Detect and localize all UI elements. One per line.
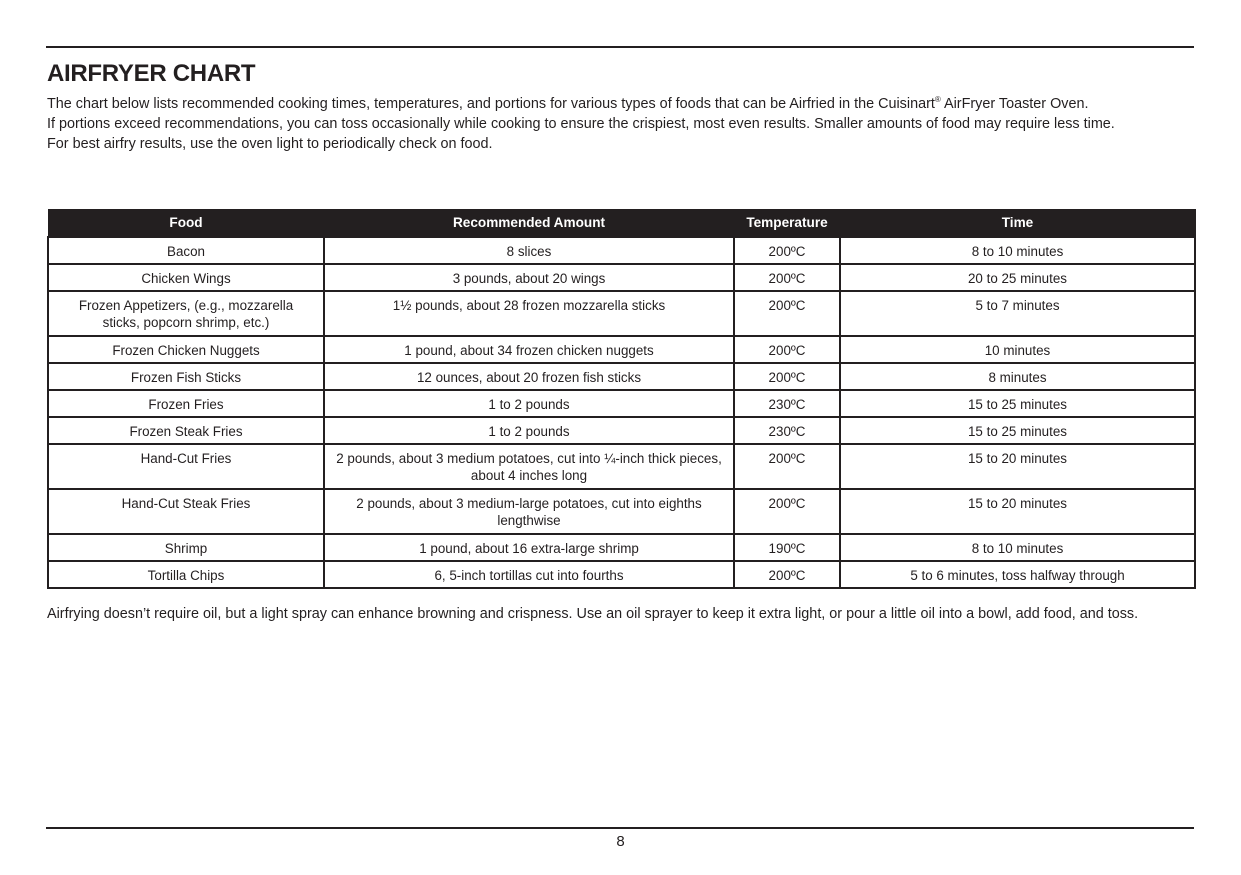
cell-time: 10 minutes bbox=[840, 336, 1195, 363]
cell-food: Frozen Fish Sticks bbox=[48, 363, 324, 390]
cell-temperature: 190ºC bbox=[734, 534, 840, 561]
cell-amount: 1 to 2 pounds bbox=[324, 417, 734, 444]
cell-food: Frozen Steak Fries bbox=[48, 417, 324, 444]
cell-time: 5 to 6 minutes, toss halfway through bbox=[840, 561, 1195, 588]
table-row bbox=[48, 444, 1195, 489]
cell-food: Frozen Appetizers, (e.g., mozzarella sticks, popcorn shrimp, etc.) bbox=[48, 291, 324, 336]
cell-temperature: 230ºC bbox=[734, 390, 840, 417]
oil-tip-text: Airfrying doesn’t require oil, but a light spray can enhance browning and crispness. Use an oil sprayer to keep it extra light, or pour a little oil into a bowl, add food, and toss. bbox=[47, 606, 1139, 622]
cell-temperature: 200ºC bbox=[734, 489, 840, 534]
cell-amount: 2 pounds, about 3 medium-large potatoes, cut into eighths lengthwise bbox=[324, 489, 734, 534]
cell-amount: 1 pound, about 16 extra-large shrimp bbox=[324, 534, 734, 561]
cell-food: Frozen Chicken Nuggets bbox=[48, 336, 324, 363]
cell-temperature: 200ºC bbox=[734, 291, 840, 336]
cell-amount: 12 ounces, about 20 frozen fish sticks bbox=[324, 363, 734, 390]
cell-temperature: 200ºC bbox=[734, 444, 840, 489]
header-time: Time bbox=[840, 209, 1195, 237]
cell-amount: 1 pound, about 34 frozen chicken nuggets bbox=[324, 336, 734, 363]
header-recommended-amount: Recommended Amount bbox=[324, 209, 734, 237]
cell-amount: 6, 5-inch tortillas cut into fourths bbox=[324, 561, 734, 588]
table-row bbox=[48, 291, 1195, 336]
cell-food: Hand-Cut Fries bbox=[48, 444, 324, 489]
table-row bbox=[48, 336, 1195, 363]
table-row bbox=[48, 264, 1195, 291]
cell-food: Tortilla Chips bbox=[48, 561, 324, 588]
cell-time: 15 to 20 minutes bbox=[840, 489, 1195, 534]
cell-time: 15 to 25 minutes bbox=[840, 390, 1195, 417]
airfryer-chart-table bbox=[47, 209, 1196, 589]
cell-time: 8 to 10 minutes bbox=[840, 534, 1195, 561]
intro-line-1: The chart below lists recommended cooking times, temperatures, and portions for various types of foods that can be Airfried in the Cuisinart® AirFryer Toaster Oven. bbox=[47, 95, 1089, 112]
header-temperature: Temperature bbox=[734, 209, 840, 237]
intro-text bbox=[47, 94, 1197, 154]
table-row bbox=[48, 489, 1195, 534]
intro-line-3: For best airfry results, use the oven light to periodically check on food. bbox=[47, 136, 493, 152]
table-row bbox=[48, 363, 1195, 390]
cell-temperature: 200ºC bbox=[734, 237, 840, 264]
page-title: AIRFRYER CHART bbox=[47, 60, 256, 87]
cell-time: 15 to 20 minutes bbox=[840, 444, 1195, 489]
intro-line-2: If portions exceed recommendations, you can toss occasionally while cooking to ensure the crispiest, most even results. Smaller amounts of food may require less time. bbox=[47, 116, 1115, 132]
cell-amount: 1 to 2 pounds bbox=[324, 390, 734, 417]
cell-temperature: 200ºC bbox=[734, 264, 840, 291]
table-row bbox=[48, 561, 1195, 588]
table-row bbox=[48, 534, 1195, 561]
table-row bbox=[48, 237, 1195, 264]
cell-food: Hand-Cut Steak Fries bbox=[48, 489, 324, 534]
cell-time: 15 to 25 minutes bbox=[840, 417, 1195, 444]
top-rule bbox=[46, 46, 1194, 48]
table-header-row bbox=[48, 209, 1195, 237]
cell-time: 8 minutes bbox=[840, 363, 1195, 390]
table-row bbox=[48, 417, 1195, 444]
page-number: 8 bbox=[616, 833, 625, 850]
cell-amount: 2 pounds, about 3 medium potatoes, cut into ¼-inch thick pieces, about 4 inches long bbox=[324, 444, 734, 489]
cell-time: 5 to 7 minutes bbox=[840, 291, 1195, 336]
bottom-rule bbox=[46, 827, 1194, 829]
cell-temperature: 200ºC bbox=[734, 561, 840, 588]
cell-amount: 8 slices bbox=[324, 237, 734, 264]
cell-temperature: 200ºC bbox=[734, 336, 840, 363]
cell-temperature: 200ºC bbox=[734, 363, 840, 390]
cell-food: Chicken Wings bbox=[48, 264, 324, 291]
header-food: Food bbox=[48, 209, 324, 237]
cell-amount: 3 pounds, about 20 wings bbox=[324, 264, 734, 291]
cell-time: 8 to 10 minutes bbox=[840, 237, 1195, 264]
cell-temperature: 230ºC bbox=[734, 417, 840, 444]
cell-time: 20 to 25 minutes bbox=[840, 264, 1195, 291]
cell-amount: 1½ pounds, about 28 frozen mozzarella sticks bbox=[324, 291, 734, 336]
cell-food: Shrimp bbox=[48, 534, 324, 561]
cell-food: Frozen Fries bbox=[48, 390, 324, 417]
table-row bbox=[48, 390, 1195, 417]
registered-mark: ® bbox=[934, 95, 941, 105]
cell-food: Bacon bbox=[48, 237, 324, 264]
